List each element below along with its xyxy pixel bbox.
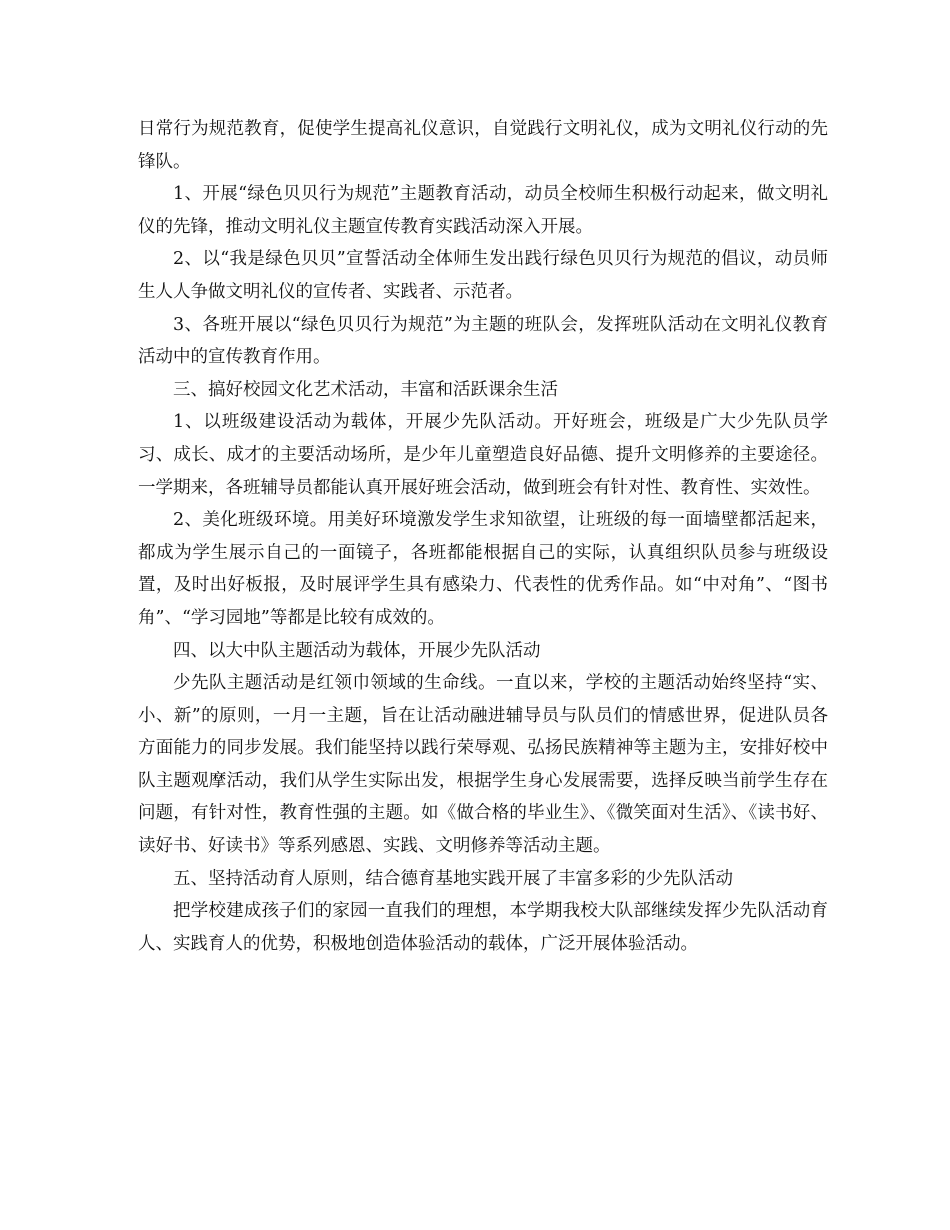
document-body xyxy=(138,113,828,960)
section-heading-4: 四、以大中队主题活动为载体，开展少先队活动 xyxy=(173,640,541,661)
paragraph-continuation: 日常行为规范教育，促使学生提高礼仪意识，自觉践行文明礼仪，成为文明礼仪行动的先锋队。 xyxy=(138,119,828,172)
section-heading-5: 五、坚持活动育人原则，结合德育基地实践开展了丰富多彩的少先队活动 xyxy=(173,868,733,889)
paragraph-item-1: 1、开展“绿色贝贝行为规范”主题教育活动，动员全校师生积极行动起来，做文明礼仪的先锋，推动文明礼仪主题宣传教育实践活动深入开展。 xyxy=(138,184,828,237)
section-heading-3: 三、搞好校园文化艺术活动，丰富和活跃课余生活 xyxy=(173,379,558,400)
paragraph-class-environment: 2、美化班级环境。用美好环境激发学生求知欲望，让班级的每一面墙壁都活起来，都成为学生展示自己的一面镜子，各班都能根据自己的实际，认真组织队员参与班级设置，及时出好板报，及时展评学生具有感染力、代表性的优秀作品。如“中对角”、“图书角”、“学习园地”等都是比较有成效的。 xyxy=(138,510,828,628)
paragraph-item-3: 3、各班开展以“绿色贝贝行为规范”为主题的班队会，发挥班队活动在文明礼仪教育活动中的宣传教育作用。 xyxy=(138,314,828,368)
paragraph-class-building: 1、以班级建设活动为载体，开展少先队活动。开好班会，班级是广大少先队员学习、成长、成才的主要活动场所，是少年儿童塑造良好品德、提升文明修养的主要途径。一学期来，各班辅导员都能认真开展好班会活动，做到班会有针对性、教育性、实效性。 xyxy=(138,412,828,498)
paragraph-item-2: 2、以“我是绿色贝贝”宣誓活动全体师生发出践行绿色贝贝行为规范的倡议，动员师生人人争做文明礼仪的宣传者、实践者、示范者。 xyxy=(138,249,828,302)
paragraph-experience-activities: 把学校建成孩子们的家园一直我们的理想，本学期我校大队部继续发挥少先队活动育人、实践育人的优势，积极地创造体验活动的载体，广泛开展体验活动。 xyxy=(138,901,828,954)
paragraph-theme-activities: 少先队主题活动是红领巾领域的生命线。一直以来，学校的主题活动始终坚持“实、小、新”的原则，一月一主题，旨在让活动融进辅导员与队员们的情感世界，促进队员各方面能力的同步发展。我们能坚持以践行荣辱观、弘扬民族精神等主题为主，安排好校中队主题观摩活动，我们从学生实际出发，根据学生身心发展需要，选择反映当前学生存在问题，有针对性，教育性强的主题。如《做合格的毕业生》、《微笑面对生活》、《读书好、读好书、好读书》等系列感恩、实践、文明修养等活动主题。 xyxy=(138,673,828,857)
